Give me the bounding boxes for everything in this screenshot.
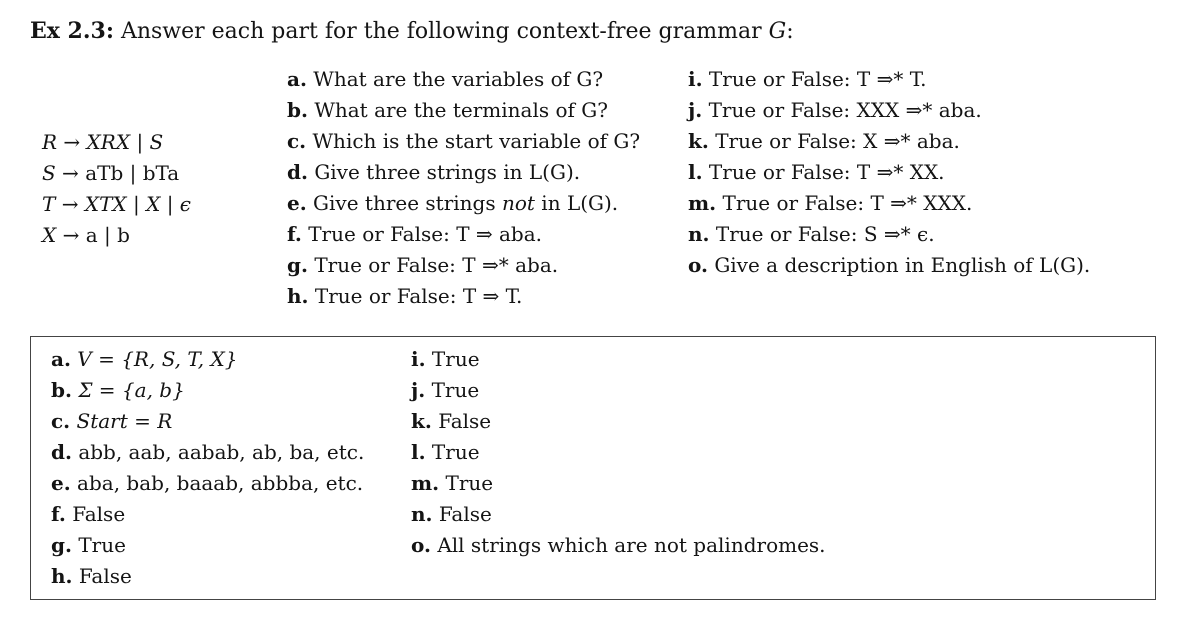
questions-column-1	[287, 64, 640, 312]
answer-label: a.	[51, 347, 71, 371]
answer-item	[51, 499, 364, 530]
question-item	[688, 95, 1090, 126]
question-label: l.	[688, 160, 703, 184]
answer-text: aba, bab, baaab, abbba, etc.	[77, 471, 364, 495]
exercise-label: Ex 2.3:	[30, 18, 114, 44]
question-text: Which is the start variable of G?	[312, 129, 641, 153]
question-item	[287, 126, 640, 157]
answer-label: j.	[411, 378, 426, 402]
question-item	[688, 219, 1090, 250]
question-text: True or False: X ⇒* aba.	[715, 129, 960, 153]
question-item	[688, 188, 1090, 219]
question-label: j.	[688, 98, 703, 122]
rule-rhs: a | b	[85, 223, 130, 247]
heading-colon: :	[786, 19, 794, 44]
rule-rhs: XRX | S	[86, 130, 164, 154]
rule-lhs: R	[42, 130, 58, 154]
question-text: What are the terminals of G?	[314, 98, 608, 122]
answer-item	[51, 468, 364, 499]
question-label: d.	[287, 160, 308, 184]
question-label: m.	[688, 191, 717, 215]
rule-lhs: X	[42, 223, 57, 247]
grammar-rule: R → XRX | S	[42, 130, 164, 154]
answer-text: True	[431, 378, 480, 402]
answer-label: d.	[51, 440, 72, 464]
answer-text: All strings which are not palindromes.	[437, 533, 826, 557]
rule-lhs: S	[42, 161, 56, 185]
question-text: Give three strings in L(G).	[314, 160, 581, 184]
answer-label: h.	[51, 564, 73, 588]
question-text-post: in L(G).	[534, 191, 619, 215]
answer-text: True	[431, 440, 480, 464]
question-label: i.	[688, 67, 703, 91]
question-item	[688, 157, 1090, 188]
question-text: True or False: S ⇒* ϵ.	[715, 222, 935, 246]
rule-rhs: XTX | X | ϵ	[84, 192, 191, 216]
question-label: f.	[287, 222, 302, 246]
question-label: n.	[688, 222, 710, 246]
answer-item	[411, 406, 826, 437]
answer-text: True	[445, 471, 494, 495]
question-text: What are the variables of G?	[313, 67, 604, 91]
answer-text: True	[431, 347, 480, 371]
question-text: Give a description in English of L(G).	[714, 253, 1091, 277]
answer-text: Start = R	[76, 409, 173, 433]
answer-label: n.	[411, 502, 433, 526]
grammar-symbol: G	[768, 19, 787, 44]
question-text: True or False: T ⇒* T.	[708, 67, 927, 91]
answers-column-2	[411, 344, 826, 561]
question-label: h.	[287, 284, 309, 308]
answer-text: abb, aab, aabab, ab, ba, etc.	[78, 440, 365, 464]
answer-label: f.	[51, 502, 66, 526]
question-text-pre: Give three strings	[313, 191, 502, 215]
question-text: True or False: XXX ⇒* aba.	[708, 98, 982, 122]
answer-item	[411, 530, 826, 561]
question-item	[688, 126, 1090, 157]
answer-label: k.	[411, 409, 432, 433]
question-label: k.	[688, 129, 709, 153]
questions-column-2	[688, 64, 1090, 281]
answer-text: False	[72, 502, 126, 526]
answer-item	[51, 406, 364, 437]
answer-text: False	[78, 564, 132, 588]
answer-item	[51, 530, 364, 561]
question-item	[287, 188, 640, 219]
question-item	[287, 219, 640, 250]
grammar-rule: X → a | b	[42, 223, 130, 247]
question-label: o.	[688, 253, 708, 277]
answer-item	[411, 499, 826, 530]
question-item	[287, 281, 640, 312]
rule-rhs: aTb | bTa	[85, 161, 180, 185]
question-label: b.	[287, 98, 308, 122]
question-text: True or False: T ⇒ aba.	[308, 222, 543, 246]
answer-label: o.	[411, 533, 431, 557]
exercise-text: Answer each part for the following context-free grammar	[120, 19, 762, 44]
question-item	[287, 157, 640, 188]
answers-column-1	[51, 344, 364, 592]
answer-item	[411, 468, 826, 499]
rule-lhs: T	[42, 192, 56, 216]
answer-text: V = {R, S, T, X}	[77, 347, 238, 371]
answer-label: l.	[411, 440, 426, 464]
answer-label: b.	[51, 378, 72, 402]
answer-label: c.	[51, 409, 71, 433]
answer-label: g.	[51, 533, 72, 557]
answer-item	[411, 375, 826, 406]
question-item	[287, 95, 640, 126]
question-text: True or False: T ⇒* XX.	[708, 160, 945, 184]
question-text: True or False: T ⇒ T.	[314, 284, 523, 308]
question-item	[688, 64, 1090, 95]
grammar-rule: S → aTb | bTa	[42, 161, 180, 185]
answer-item	[411, 344, 826, 375]
question-text: True or False: T ⇒* XXX.	[722, 191, 973, 215]
question-label: c.	[287, 129, 307, 153]
answer-box	[30, 336, 1156, 600]
answer-label: m.	[411, 471, 440, 495]
answer-item	[51, 375, 364, 406]
answer-label: e.	[51, 471, 71, 495]
answer-text: True	[78, 533, 126, 557]
answer-item	[51, 344, 364, 375]
answer-text: False	[438, 502, 492, 526]
question-item	[287, 250, 640, 281]
answer-item	[51, 561, 364, 592]
question-label: a.	[287, 67, 307, 91]
grammar-rule: T → XTX | X | ϵ	[42, 192, 191, 216]
answer-text: False	[438, 409, 492, 433]
question-label: e.	[287, 191, 307, 215]
answer-label: i.	[411, 347, 426, 371]
question-text: True or False: T ⇒* aba.	[314, 253, 559, 277]
question-text-emphasis: not	[501, 191, 535, 215]
answer-item	[411, 437, 826, 468]
answer-text: Σ = {a, b}	[78, 378, 185, 402]
exercise-heading	[30, 18, 794, 44]
grammar-rules	[42, 127, 191, 251]
answer-item	[51, 437, 364, 468]
question-item	[287, 64, 640, 95]
question-label: g.	[287, 253, 308, 277]
question-item	[688, 250, 1090, 281]
